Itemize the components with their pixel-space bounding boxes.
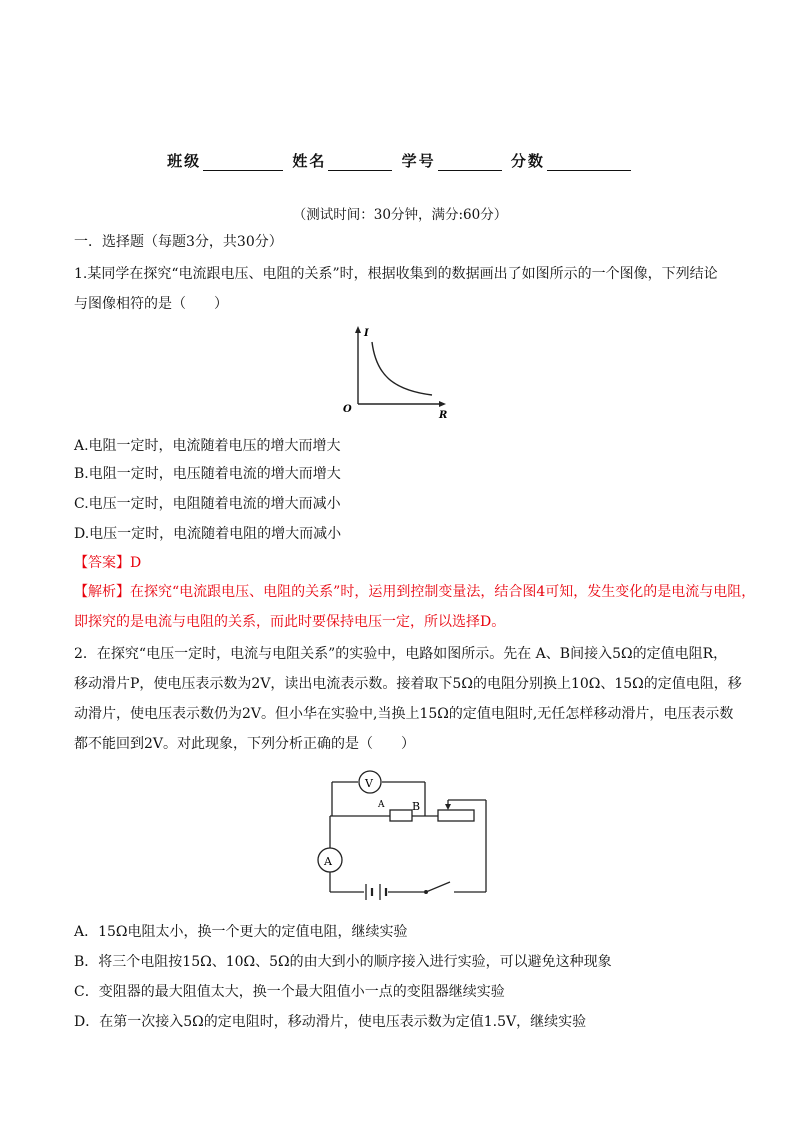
name-blank[interactable] [328, 154, 392, 171]
class-blank[interactable] [203, 154, 283, 171]
x-axis-arrow-icon [439, 401, 446, 407]
q1-graph [310, 322, 450, 418]
q2-stem-line-2: 移动滑片P，使电压表示数为2V，读出电流表示数。接着取下5Ω的电阻分别换上10Ω、15Ω的定值电阻，移 [74, 676, 742, 692]
y-axis-arrow-icon [355, 326, 361, 333]
ammeter-label: A [324, 855, 332, 868]
slider-arrow-icon [445, 804, 451, 810]
switch-icon [424, 882, 450, 894]
score-label: 分数 [510, 152, 545, 170]
q2-option-a[interactable]: A．15Ω电阻太小，换一个更大的定值电阻，继续实验 [74, 924, 408, 940]
y-axis-label: I [364, 328, 369, 339]
q1-option-d[interactable]: D.电压一定时，电流随着电阻的增大而减小 [74, 526, 342, 542]
voltmeter-label: V [365, 777, 373, 790]
section-title: 一．选择题（每题3分，共30分） [74, 234, 283, 250]
point-b-label: B [412, 800, 421, 813]
q2-stem-line-3: 动滑片，使电压表示数仍为2V。但小华在实验中,当换上15Ω的定值电阻时,无任怎样移动滑片，电压表示数 [74, 706, 734, 722]
test-time-note: （测试时间：30分钟，满分:60分） [292, 207, 508, 223]
q2-option-c[interactable]: C．变阻器的最大阻值太大，换一个最大阻值小一点的变阻器继续实验 [74, 984, 505, 1000]
x-axis-label: R [439, 410, 448, 418]
q1-stem-line-2: 与图像相符的是（ ） [74, 296, 228, 312]
q1-analysis-line-1 [74, 582, 754, 602]
analysis-label: 【解析】 [74, 584, 130, 600]
answer-label: 【答案】 [74, 555, 130, 571]
q1-option-b[interactable]: B.电阻一定时，电压随着电流的增大而增大 [74, 466, 341, 482]
fixed-resistor [390, 810, 412, 821]
class-label: 班级 [167, 152, 202, 170]
answer-value: D [130, 555, 142, 571]
q1-option-c[interactable]: C.电压一定时，电阻随着电流的增大而减小 [74, 496, 341, 512]
name-label: 姓名 [292, 152, 327, 170]
q2-stem-line-4: 都不能回到2V。对此现象，下列分析正确的是（ ） [74, 736, 416, 752]
point-a-label: A [378, 800, 385, 810]
q1-answer [74, 553, 754, 573]
q2-stem-line-1: 2．在探究“电压一定时，电流与电阻关系”的实验中，电路如图所示。先在 A、B间接入5Ω的定值电阻R， [74, 646, 728, 662]
q1-option-a[interactable]: A.电阻一定时，电流随着电压的增大而增大 [74, 438, 341, 454]
student-info-header [0, 150, 800, 171]
inverse-curve [372, 342, 432, 395]
score-blank[interactable] [547, 154, 631, 171]
number-blank[interactable] [438, 154, 502, 171]
q2-circuit-diagram [300, 762, 500, 902]
battery-icon [366, 884, 386, 900]
analysis-text-1: 在探究“电流跟电压、电阻的关系”时，运用到控制变量法，结合图4可知，发生变化的是电流与电阻， [130, 584, 756, 600]
q2-option-d[interactable]: D．在第一次接入5Ω的定电阻时，移动滑片，使电压表示数为定值1.5V，继续实验 [74, 1014, 587, 1030]
number-label: 学号 [401, 152, 436, 170]
origin-label: O [343, 404, 352, 415]
q1-analysis-line-2: 即探究的是电流与电阻的关系，而此时要保持电压一定，所以选择D。 [74, 614, 506, 630]
rheostat [438, 810, 474, 821]
q2-option-b[interactable]: B．将三个电阻按15Ω、10Ω、5Ω的由大到小的顺序接入进行实验，可以避免这种现象 [74, 954, 612, 970]
q1-stem-line-1: 1.某同学在探究“电流跟电压、电阻的关系”时，根据收集到的数据画出了如图所示的一个图像，下列结论 [74, 266, 718, 282]
